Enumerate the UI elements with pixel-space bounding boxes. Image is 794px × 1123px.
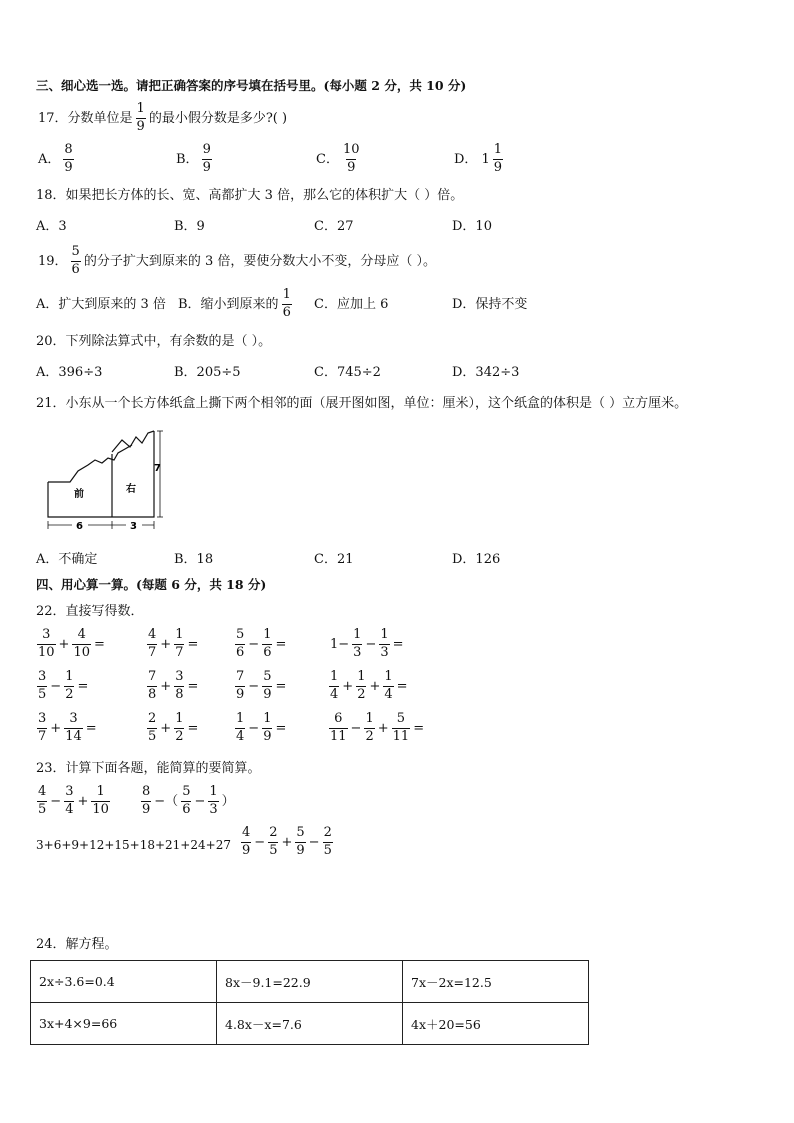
fraction: $\frac{1}{4}$ xyxy=(330,669,339,702)
q19-option-b: B．缩小到原来的 $\frac{1}{6}$ xyxy=(178,287,291,320)
box-net-figure xyxy=(40,425,170,540)
q18-option-c: C．27 xyxy=(314,219,354,234)
fraction: $\frac{4}{9}$ xyxy=(242,825,251,858)
front-label: 前 xyxy=(74,489,84,500)
mental-math-item: $\frac{6}{11}$ − $\frac{1}{2}$ + $\frac{5}{11}$ = xyxy=(330,711,425,744)
fraction: $\frac{4}{10}$ xyxy=(73,627,90,660)
table-row xyxy=(31,961,589,1003)
q21-option-b: B．18 xyxy=(174,552,214,567)
fraction: $\frac{3}{8}$ xyxy=(175,669,184,702)
width-3-label: 3 xyxy=(130,521,137,532)
fraction: $\frac{3}{14}$ xyxy=(65,711,82,744)
q21-option-c: C．21 xyxy=(314,552,354,567)
question-22: 22．直接写得数． xyxy=(36,604,144,619)
q23-expr-2: $\frac{8}{9}$ −（ $\frac{5}{6}$ − $\frac{1}{3}$ ） xyxy=(142,784,235,817)
equation-cell: 7x－2x=12.5 xyxy=(403,961,589,1003)
fraction: $\frac{1}{7}$ xyxy=(175,627,184,660)
fraction: $\frac{1}{2}$ xyxy=(357,669,366,702)
q23-expr-3: 3+6+9+12+15+18+21+24+27 xyxy=(36,838,231,852)
fraction: $\frac{3}{4}$ xyxy=(65,784,74,817)
mental-math-item: $\frac{3}{10}$ + $\frac{4}{10}$ = xyxy=(38,627,105,660)
equation-cell: 3x+4×9=66 xyxy=(31,1003,217,1045)
table-row xyxy=(31,1003,589,1045)
mental-math-item: $\frac{3}{7}$ + $\frac{3}{14}$ = xyxy=(38,711,97,744)
fraction: $\frac{4}{5}$ xyxy=(38,784,47,817)
fraction: $\frac{1}{2}$ xyxy=(175,711,184,744)
mental-math-item: 1− $\frac{1}{3}$ − $\frac{1}{3}$ = xyxy=(330,627,404,660)
question-23: 23．计算下面各题，能简算的要简算。 xyxy=(36,761,261,776)
fraction: $\frac{7}{8}$ xyxy=(148,669,157,702)
fraction: $\frac{1}{6}$ xyxy=(263,627,272,660)
mental-math-item: $\frac{1}{4}$ − $\frac{1}{9}$ = xyxy=(236,711,287,744)
q19-option-c: C．应加上 6 xyxy=(314,297,389,312)
fraction: $\frac{1}{9}$ xyxy=(136,101,145,134)
q19-option-a: A．扩大到原来的 3 倍 xyxy=(36,297,166,312)
mental-math-item: $\frac{7}{9}$ − $\frac{5}{9}$ = xyxy=(236,669,287,702)
question-17: 17．分数单位是 $\frac{1}{9}$ 的最小假分数是多少?( ) xyxy=(38,101,288,134)
fraction: $\frac{5}{6}$ xyxy=(236,627,245,660)
fraction: $\frac{3}{7}$ xyxy=(38,711,47,744)
width-6-label: 6 xyxy=(76,521,83,532)
equation-cell: 2x÷3.6=0.4 xyxy=(31,961,217,1003)
fraction: $\frac{1}{10}$ xyxy=(92,784,109,817)
q18-option-d: D．10 xyxy=(452,219,492,234)
fraction: $\frac{2}{5}$ xyxy=(269,825,278,858)
q21-option-a: A．不确定 xyxy=(36,552,98,567)
mental-math-item: $\frac{5}{6}$ − $\frac{1}{6}$ = xyxy=(236,627,287,660)
question-18: 18．如果把长方体的长、宽、高都扩大 3 倍，那么它的体积扩大（ ）倍。 xyxy=(36,188,464,203)
fraction: $\frac{5}{9}$ xyxy=(263,669,272,702)
q20-option-d: D．342÷3 xyxy=(452,365,520,380)
q17-option-a: A． $\frac{8}{9}$ xyxy=(38,142,73,175)
q19-option-d: D．保持不变 xyxy=(452,297,528,312)
equations-table xyxy=(30,960,589,1045)
fraction: $\frac{5}{9}$ xyxy=(296,825,305,858)
fraction: $\frac{1}{4}$ xyxy=(236,711,245,744)
q23-expr-1: $\frac{4}{5}$ − $\frac{3}{4}$ + $\frac{1}{10}$ xyxy=(38,784,109,817)
q23-expr-4: $\frac{4}{9}$ − $\frac{2}{5}$ + $\frac{5}{9}$ − $\frac{2}{5}$ xyxy=(242,825,332,858)
fraction: $\frac{7}{9}$ xyxy=(236,669,245,702)
fraction: $\frac{1}{2}$ xyxy=(65,669,74,702)
fraction: $\frac{2}{5}$ xyxy=(148,711,157,744)
mental-math-item: $\frac{4}{7}$ + $\frac{1}{7}$ = xyxy=(148,627,199,660)
fraction: $\frac{1}{3}$ xyxy=(380,627,389,660)
fraction: $\frac{4}{7}$ xyxy=(148,627,157,660)
equation-cell: 8x－9.1=22.9 xyxy=(217,961,403,1003)
height-7-label: 7 xyxy=(154,463,161,474)
q20-option-a: A．396÷3 xyxy=(36,365,103,380)
q20-option-b: B．205÷5 xyxy=(174,365,241,380)
question-24: 24．解方程。 xyxy=(36,937,118,952)
fraction: $\frac{1}{2}$ xyxy=(365,711,374,744)
question-19: 19． $\frac{5}{6}$ 的分子扩大到原来的 3 倍，要使分数大小不变，分母应（ ）。 xyxy=(38,244,436,277)
fraction: $\frac{3}{10}$ xyxy=(38,627,55,660)
q17-option-b: B． $\frac{9}{9}$ xyxy=(176,142,211,175)
equation-cell: 4x＋20=56 xyxy=(403,1003,589,1045)
fraction: $\frac{1}{3}$ xyxy=(353,627,362,660)
q17-option-c: C． $\frac{10}{9}$ xyxy=(316,142,360,175)
equation-cell: 4.8x－x=7.6 xyxy=(217,1003,403,1045)
question-21: 21．小东从一个长方体纸盒上撕下两个相邻的面（展开图如图，单位：厘米），这个纸盒的体积是（ ）立方厘米。 xyxy=(36,396,688,411)
mental-math-item: $\frac{2}{5}$ + $\frac{1}{2}$ = xyxy=(148,711,199,744)
question-20: 20．下列除法算式中，有余数的是（ ）。 xyxy=(36,334,272,349)
section-3-title: 三、细心选一选。请把正确答案的序号填在括号里。(每小题 2 分，共 10 分) xyxy=(36,78,467,93)
fraction: $\frac{3}{5}$ xyxy=(38,669,47,702)
q21-option-d: D．126 xyxy=(452,552,501,567)
q17-option-d: D． 1 $\frac{1}{9}$ xyxy=(454,142,502,175)
right-label: 右 xyxy=(126,484,136,495)
q20-option-c: C．745÷2 xyxy=(314,365,381,380)
q18-option-b: B．9 xyxy=(174,219,205,234)
mental-math-item: $\frac{7}{8}$ + $\frac{3}{8}$ = xyxy=(148,669,199,702)
mental-math-item: $\frac{3}{5}$ − $\frac{1}{2}$ = xyxy=(38,669,89,702)
fraction: $\frac{2}{5}$ xyxy=(323,825,332,858)
fraction: $\frac{1}{4}$ xyxy=(384,669,393,702)
section-4-title: 四、用心算一算。(每题 6 分，共 18 分) xyxy=(36,577,267,592)
fraction: $\frac{5}{11}$ xyxy=(392,711,410,744)
fraction: $\frac{1}{9}$ xyxy=(263,711,272,744)
fraction: $\frac{6}{11}$ xyxy=(330,711,347,744)
mental-math-item: $\frac{1}{4}$ + $\frac{1}{2}$ + $\frac{1}{4}$ = xyxy=(330,669,408,702)
q18-option-a: A．3 xyxy=(36,219,67,234)
